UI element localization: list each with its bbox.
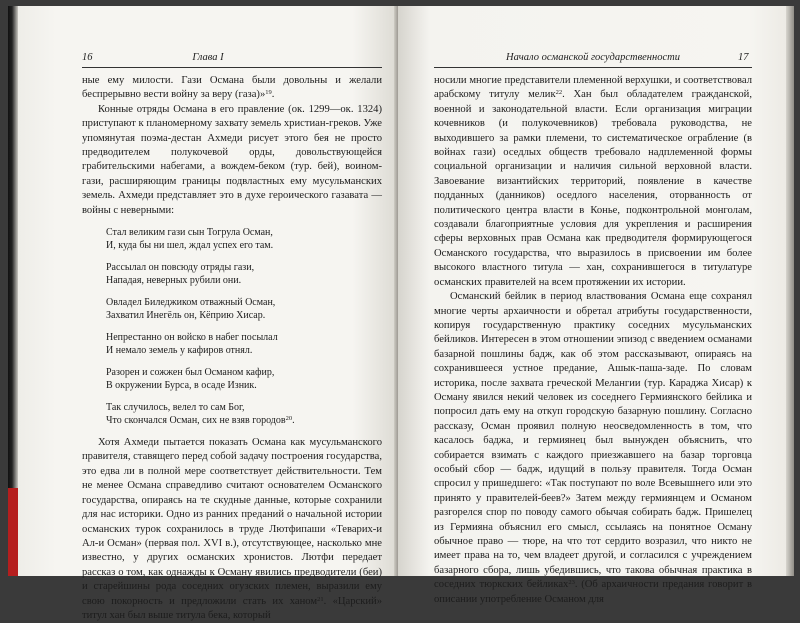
footnote-ref: 19 bbox=[265, 89, 272, 97]
poem-line bbox=[106, 366, 382, 379]
paragraph bbox=[82, 103, 382, 218]
left-running-head: Глава I bbox=[192, 52, 224, 63]
paragraph-text-continued: . bbox=[271, 89, 275, 101]
paragraph-text: Хотя Ахмеди пытается показать Османа как мусульманского правителя, ставящего перед собой задачу построения государства, это едва ли в полной мере соответствует действительности. Тем не менее Османа справедливо считают основателем Османского государства, опираясь на те скудные данные, которые сохранили для нас историки. Одно из ранних преданий о начальной истории османских турок сохранилось в труде Лютфипаши «Теварих-и Ал-и Осман» (первая пол. XVI в.), отсутствующее, насколько мне известно, у других османских хронистов. Лютфи передает рассказ о том, как однажды к Осману явились предводители (беи) и старейшины рода соседних огузских племен, выразили ему свою покорность и предложили стать их ханом bbox=[82, 437, 382, 607]
poem-line-text: Нападая, неверных рубили они. bbox=[106, 275, 242, 287]
paragraph-text: Османский бейлик в период властвования Османа еще сохранял многие черты архаичности и обретал атрибуты государственности, копируя государственную практику соседних мусульманских бейликов. Интересен в этом отношении эпизод с введением османами базарной пошлины бадж, как об этом рассказывают, опираясь на сохранившееся устное предание, Ашык-паша-заде. По словам историка, после захвата греческой Мелангии (тур. Караджа Хисар) к Осману явился некий человек из соседнего Гермиянского бейлика и попросил дать ему на откуп городскую базарную пошлину. Согласно рассказу, Осман проявил полную неосведомленность в том, что касалось баджа, и гермиянец был вынужден объяснить, что собирается взимать с каждого приезжавшего на базар торговца особый сбор — бадж, идущий в пользу правителя. Тогда Осман спросил у пришедшего: «Так поступают по воле Всевышнего или это принято у правителей-беев?» Затем между гермиянцем и Османом разгорелся спор по поводу самого обычая собирать бадж. Пришелец из Гермияна объяснил его смысл, ссылаясь на понятное Осману обычное право — тюре, на что тот сердито возразил, что никто не имеет права на то, чем владеет другой, и согласился с учреждением базарного сбора, лишь убедившись, что такова обычная практика в соседних тюркских бейликах bbox=[434, 291, 752, 591]
right-body-text bbox=[434, 74, 752, 607]
paragraph bbox=[82, 436, 382, 623]
right-page bbox=[398, 6, 788, 605]
poem-line-text: И, куда бы ни шел, ждал успех его там. bbox=[106, 240, 274, 252]
paragraph-text-continued: . Хан был обладателем гражданской, военной и законодательной власти. Если организация миграции кочевников (и полукочевников) требовала руководства, не выходившего за рамки племени, то систематическое ограбление (в войнах гази) оседлых обществ требовало надплеменной формы социальной организации и наличия сильной верховной власти. Завоевание византийских территорий, появление в качестве подданных (данников) оседлого населения, оторванность от политического центра власти в Конье, подконтрольной монголам, создавали благоприятные условия для укрепления и расширения сферы верховных прав Османа как предводителя формирующегося Османского государства, что выразилось в присвоении им более высокого властного титула — хан, сохранившегося в титулатуре османских правителей на всем протяжении их истории. bbox=[434, 89, 752, 288]
left-page bbox=[18, 6, 398, 621]
right-page-number: 17 bbox=[738, 52, 749, 63]
poem-line-text: Захватил Инегёль он, Кёприю Хисар. bbox=[106, 310, 266, 322]
poem-line-text: Что скончался Осман, сих не взяв городов bbox=[106, 415, 286, 427]
paragraph bbox=[82, 74, 382, 103]
poem-line bbox=[106, 309, 382, 322]
poem-stanza bbox=[106, 366, 382, 392]
poem-stanza bbox=[106, 401, 382, 427]
page-stack-edge bbox=[786, 6, 794, 576]
poem-line bbox=[106, 296, 382, 309]
footnote-ref: 21 bbox=[317, 595, 324, 603]
poem-line-text: Стал великим гази сын Тогрула Осман, bbox=[106, 227, 273, 239]
poem-stanza bbox=[106, 261, 382, 287]
poem-quote bbox=[106, 226, 382, 427]
book-spread bbox=[8, 6, 794, 621]
left-page-number: 16 bbox=[82, 52, 93, 63]
right-header-rule bbox=[434, 67, 752, 68]
paragraph bbox=[434, 74, 752, 290]
cover-red-stripe bbox=[8, 488, 18, 576]
paragraph bbox=[434, 290, 752, 607]
footnote-ref: 22 bbox=[555, 89, 563, 97]
poem-line bbox=[106, 261, 382, 274]
poem-line bbox=[106, 239, 382, 252]
poem-line-text: И немало земель у кафиров отнял. bbox=[106, 345, 253, 357]
left-header-rule bbox=[82, 67, 382, 68]
paragraph-text: носили многие представители племенной верхушки, и соответствовал арабскому титулу мелик bbox=[434, 75, 752, 101]
poem-line: Что скончался Осман, сих не взяв городов$^{20}$. bbox=[106, 415, 295, 427]
poem-stanza bbox=[106, 331, 382, 357]
poem-line bbox=[106, 331, 382, 344]
poem-line bbox=[106, 274, 382, 287]
poem-line-text: Разорен и сожжен был Османом кафир, bbox=[106, 367, 275, 379]
poem-line-text: Овладел Биледжиком отважный Осман, bbox=[106, 297, 276, 309]
paragraph-text-continued: . (Об архаичности предания говорит в описании употребление Османом для bbox=[434, 579, 752, 605]
paragraph-text: Конные отряды Османа в его правление (ок. 1299—ок. 1324) приступают к планомерному захвату земель христиан-греков. Уже упомянутая поэма-дестан Ахмеди рисует этого бея не просто предводителем полукочевой орды, довольствующейся грабительскими набегами, а вождем-беком (тур. бей), воином-гази, расширяющим границы подвластных ему мусульманских земель. Ахмеди представляет это в духе героического газавата — войны с неверными: bbox=[82, 103, 383, 216]
poem-line-text: Так случилось, велел то сам Бог, bbox=[106, 402, 245, 414]
footnote-ref: 23 bbox=[568, 579, 575, 587]
poem-line bbox=[106, 344, 382, 357]
poem-line-text: В окружении Бурса, в осаде Изник. bbox=[106, 380, 257, 392]
poem-stanza bbox=[106, 226, 382, 252]
footnote-ref: 20 bbox=[285, 415, 293, 423]
poem-line-text: Непрестанно он войско в набег посылал bbox=[106, 332, 278, 344]
paragraph-text-continued: . «Царский» титул хан был выше титула бека, который bbox=[82, 595, 382, 621]
left-body-text bbox=[82, 74, 382, 623]
paragraph-text: ные ему милости. Гази Османа были довольны и желали беспрерывно вести войну за веру (газа)» bbox=[82, 75, 382, 101]
poem-line bbox=[106, 226, 382, 239]
poem-stanza bbox=[106, 296, 382, 322]
right-running-head: Начало османской государственности bbox=[506, 52, 680, 63]
poem-line bbox=[106, 379, 382, 392]
poem-line-text: Рассылал он повсюду отряды гази, bbox=[106, 262, 255, 274]
poem-line bbox=[106, 401, 382, 414]
